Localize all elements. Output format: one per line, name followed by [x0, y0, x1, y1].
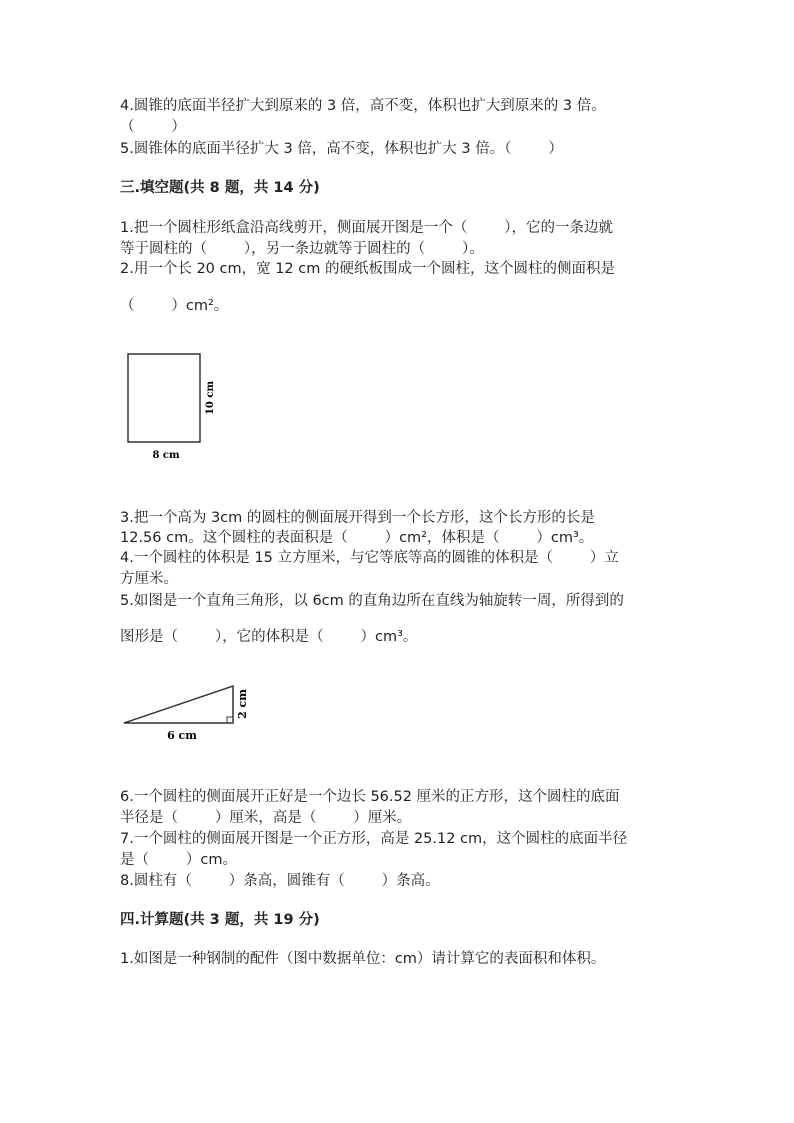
calc-q1: 1.如图是一种钢制的配件（图中数据单位：cm）请计算它的表面积和体积。 [120, 951, 606, 967]
section3-heading: 三.填空题(共 8 题，共 14 分) [120, 180, 320, 196]
fill-q1-line1: 1.把一个圆柱形纸盒沿高线剪开，侧面展开图是一个（ ），它的一条边就 [120, 220, 613, 236]
rectangle-shape [128, 354, 200, 442]
fill-q5-line2: 图形是（ ），它的体积是（ ）cm³。 [120, 629, 418, 645]
triangle-shape [124, 686, 233, 723]
section4-heading: 四.计算题(共 3 题，共 19 分) [120, 912, 320, 928]
fill-q3-line2: 12.56 cm。这个圆柱的表面积是（ ）cm²，体积是（ ）cm³。 [120, 530, 594, 546]
rectangle-figure [118, 348, 223, 470]
fill-q4-line2: 方厘米。 [120, 571, 178, 587]
fill-q2-line2: （ ）cm²。 [120, 298, 229, 314]
fill-q4-line1: 4.一个圆柱的体积是 15 立方厘米，与它等底等高的圆锥的体积是（ ）立 [120, 550, 619, 566]
fill-q6-line2: 半径是（ ）厘米，高是（ ）厘米。 [120, 810, 412, 826]
judge-q4-line1: 4.圆锥的底面半径扩大到原来的 3 倍，高不变，体积也扩大到原来的 3 倍。 [120, 98, 606, 114]
triangle-base-label: 6 cm [167, 729, 197, 742]
judge-q5: 5.圆锥体的底面半径扩大 3 倍，高不变，体积也扩大 3 倍。（ ） [120, 141, 563, 157]
rectangle-width-label: 8 cm [152, 450, 180, 461]
judge-q4-line2: （ ） [120, 119, 186, 135]
fill-q8: 8.圆柱有（ ）条高，圆锥有（ ）条高。 [120, 873, 440, 889]
fill-q7-line2: 是（ ）cm。 [120, 852, 237, 868]
triangle-figure [118, 680, 258, 750]
fill-q5-line1: 5.如图是一个直角三角形，以 6cm 的直角边所在直线为轴旋转一周，所得到的 [120, 593, 624, 609]
fill-q2-line1: 2.用一个长 20 cm，宽 12 cm 的硬纸板围成一个圆柱，这个圆柱的侧面积是 [120, 261, 615, 277]
right-angle-mark [227, 717, 233, 723]
fill-q1-line2: 等于圆柱的（ ），另一条边就等于圆柱的（ ）。 [120, 241, 484, 257]
fill-q3-line1: 3.把一个高为 3cm 的圆柱的侧面展开得到一个长方形，这个长方形的长是 [120, 510, 595, 526]
fill-q7-line1: 7.一个圆柱的侧面展开图是一个正方形，高是 25.12 cm，这个圆柱的底面半径 [120, 831, 628, 847]
triangle-height-label: 2 cm [236, 689, 249, 719]
rectangle-height-label: 10 cm [205, 380, 216, 416]
fill-q6-line1: 6.一个圆柱的侧面展开正好是一个边长 56.52 厘米的正方形，这个圆柱的底面 [120, 789, 620, 805]
